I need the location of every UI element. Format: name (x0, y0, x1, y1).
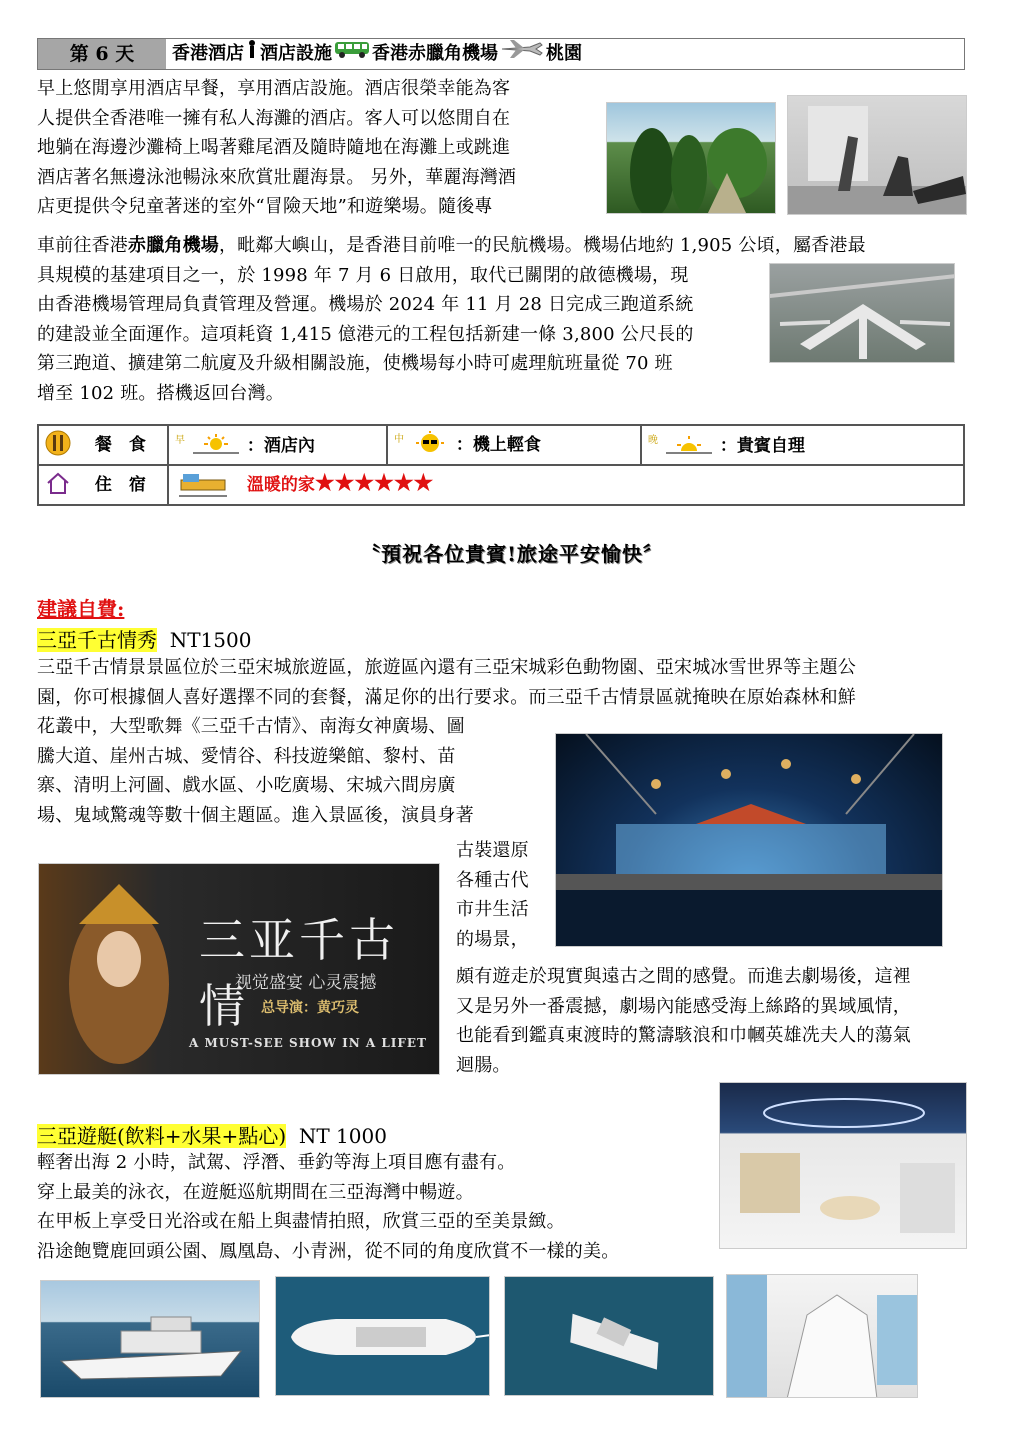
breakfast-cell (168, 425, 387, 465)
show-line: 三亞千古情景景區位於三亞宋城旅遊區，旅遊區內還有三亞宋城彩色動物園、亞宋城冰雪世界等主題公 (37, 657, 856, 678)
yacht-photo-1 (40, 1280, 260, 1398)
breakfast-tag: 早 (175, 434, 185, 446)
meal-label-cell (38, 425, 168, 465)
show-line: 場、鬼域驚魂等數十個主題區。進入景區後，演員身著 (37, 804, 474, 826)
show-price: NT1500 (169, 628, 252, 652)
stay-label-cell (38, 465, 168, 505)
show-line: 花叢中，大型歌舞《三亞千古情》、南海女神廣場、圖 (37, 716, 465, 737)
show-line: 迴腸。 (456, 1054, 511, 1076)
poster-director: 总导演：黄巧灵 (261, 1000, 359, 1016)
star-rating: ★★★★★★ (314, 469, 434, 496)
show-desc-full (37, 653, 856, 712)
route-taoyuan: 桃園 (546, 43, 582, 64)
airport-aerial-photo (769, 263, 955, 363)
sun-icon (191, 433, 241, 460)
airport-text: ，毗鄰大嶼山，是香港目前唯一的民航機場。機場佔地約 1,905 公頃，屬香港最 (219, 235, 866, 256)
show-desc-right (456, 962, 911, 1080)
airport-name: 赤臘角機場 (128, 235, 219, 256)
show-line: 的場景， (456, 928, 529, 950)
meals-row (38, 425, 964, 465)
show-line: 園，你可根據個人喜好選擇不同的套餐，滿足你的出行要求。而三亞千古情景區就掩映在原始森林和鮮 (37, 686, 856, 708)
show-line: 寨、清明上河圖、戲水區、小吃廣場、宋城六間房廣 (37, 775, 456, 796)
show-poster (38, 863, 440, 1075)
dinner-value: ：貴賓自理 (719, 435, 805, 456)
day-route (172, 39, 582, 69)
yacht-line: 輕奢出海 2 小時，試駕、浮潛、垂釣等海上項目應有盡有。 (37, 1152, 516, 1173)
poster-tagline: A MUST-SEE SHOW IN A LIFET (189, 1036, 427, 1050)
intro-line: 店更提供令兒童著迷的室外“冒險天地”和遊樂場。隨後專 (37, 196, 493, 217)
show-line: 又是另外一番震撼，劇場內能感受海上絲路的異域風情， (456, 995, 911, 1017)
show-title (37, 624, 251, 653)
breakfast-value: ：酒店內 (246, 435, 315, 456)
airplane-icon (500, 39, 544, 69)
yacht-desc (37, 1148, 619, 1266)
hotel-garden-photo (606, 102, 776, 214)
farewell-wish: 〝預祝各位貴賓!旅途平安愉快〞 (360, 542, 664, 566)
stay-label: 住 宿 (94, 475, 146, 495)
route-facilities: 酒店設施 (260, 43, 332, 64)
intro-line: 早上悠閒享用酒店早餐，享用酒店設施。酒店很榮幸能為客 (37, 78, 511, 99)
airport-line: 的建設並全面運作。這項耗資 1,415 億港元的工程包括新建一條 3,800 公尺長的 (37, 323, 694, 345)
day-label: 第 6 天 (38, 39, 166, 69)
meal-label: 餐 食 (94, 434, 146, 455)
yacht-line: 沿途飽覽鹿回頭公園、鳳凰島、小青洲，從不同的角度欣賞不一樣的美。 (37, 1240, 620, 1262)
intro-line: 酒店著名無邊泳池暢泳來欣賞壯麗海景。 另外，華麗海灣酒 (37, 166, 517, 188)
yacht-line: 穿上最美的泳衣，在遊艇巡航期間在三亞海灣中暢遊。 (37, 1181, 474, 1203)
stage-show-photo (555, 733, 943, 947)
poster-subtitle: 视觉盛宴 心灵震撼 (235, 973, 377, 993)
yacht-line: 在甲板上享受日光浴或在船上與盡情拍照，欣賞三亞的至美景緻。 (37, 1211, 565, 1232)
show-desc-narrow (456, 836, 529, 954)
show-line: 各種古代 (456, 869, 529, 891)
yacht-name: 三亞遊艇(飲料+水果+點心) (37, 1124, 287, 1148)
dinner-tag: 晚 (648, 434, 658, 446)
poster-title: 三亚千古情 (199, 913, 399, 1033)
route-airport: 香港赤臘角機場 (372, 43, 498, 64)
hotel-gym-photo (787, 95, 967, 215)
pin-icon (246, 39, 258, 69)
airport-line: 由香港機場管理局負責管理及營運。機場於 2024 年 11 月 28 日完成三跑道系統 (37, 294, 694, 315)
optional-heading: 建議自費: (37, 597, 125, 621)
show-desc-left (37, 712, 474, 830)
yacht-photo-3 (504, 1276, 714, 1396)
airport-text: 車前往香港 (37, 235, 128, 256)
home-icon (45, 471, 71, 500)
lunch-value: ：機上輕食 (455, 434, 541, 455)
lunch-cell (387, 425, 641, 465)
stay-value: 溫暖的家 (246, 474, 315, 495)
yacht-title (37, 1120, 387, 1149)
stay-row (38, 465, 964, 505)
bus-icon (334, 39, 370, 69)
intro-paragraph (37, 74, 516, 222)
show-name: 三亞千古情秀 (37, 628, 157, 652)
lunch-tag: 中 (394, 433, 404, 445)
yacht-interior-photo (719, 1082, 967, 1249)
route-hotel: 香港酒店 (172, 43, 244, 64)
show-line: 古裝還原 (456, 840, 529, 861)
stay-value-cell (168, 465, 964, 505)
airport-line: 具規模的基建項目之一，於 1998 年 7 月 6 日啟用，取代已關閉的啟德機場，現 (37, 264, 689, 286)
airport-line: 第三跑道、擴建第二航廈及升級相關設施，使機場每小時可處理航班量從 70 班 (37, 353, 673, 374)
sunset-icon (664, 433, 714, 460)
show-line: 頗有遊走於現實與遠古之間的感覺。而進去劇場後，這裡 (456, 966, 911, 987)
intro-line: 地躺在海邊沙灘椅上喝著雞尾酒及隨時隨地在海灘上或跳進 (37, 137, 511, 158)
intro-line: 人提供全香港唯一擁有私人海灘的酒店。客人可以悠閒自在 (37, 107, 511, 129)
show-line: 也能看到鑑真東渡時的驚濤駭浪和巾幗英雄冼夫人的蕩氣 (456, 1025, 911, 1046)
yacht-photo-4 (726, 1274, 918, 1398)
show-line: 騰大道、崖州古城、愛情谷、科技遊樂館、黎村、苗 (37, 745, 456, 767)
yacht-price: NT 1000 (298, 1124, 387, 1148)
show-line: 市井生活 (456, 899, 529, 920)
utensils-icon (45, 430, 71, 461)
sunglasses-sun-icon (410, 430, 450, 461)
yacht-photo-2 (275, 1276, 490, 1396)
bed-icon (175, 468, 231, 503)
airport-paragraph (37, 231, 866, 408)
airport-line: 增至 102 班。搭機返回台灣。 (37, 382, 284, 404)
meals-table (37, 424, 965, 506)
dinner-cell (641, 425, 964, 465)
